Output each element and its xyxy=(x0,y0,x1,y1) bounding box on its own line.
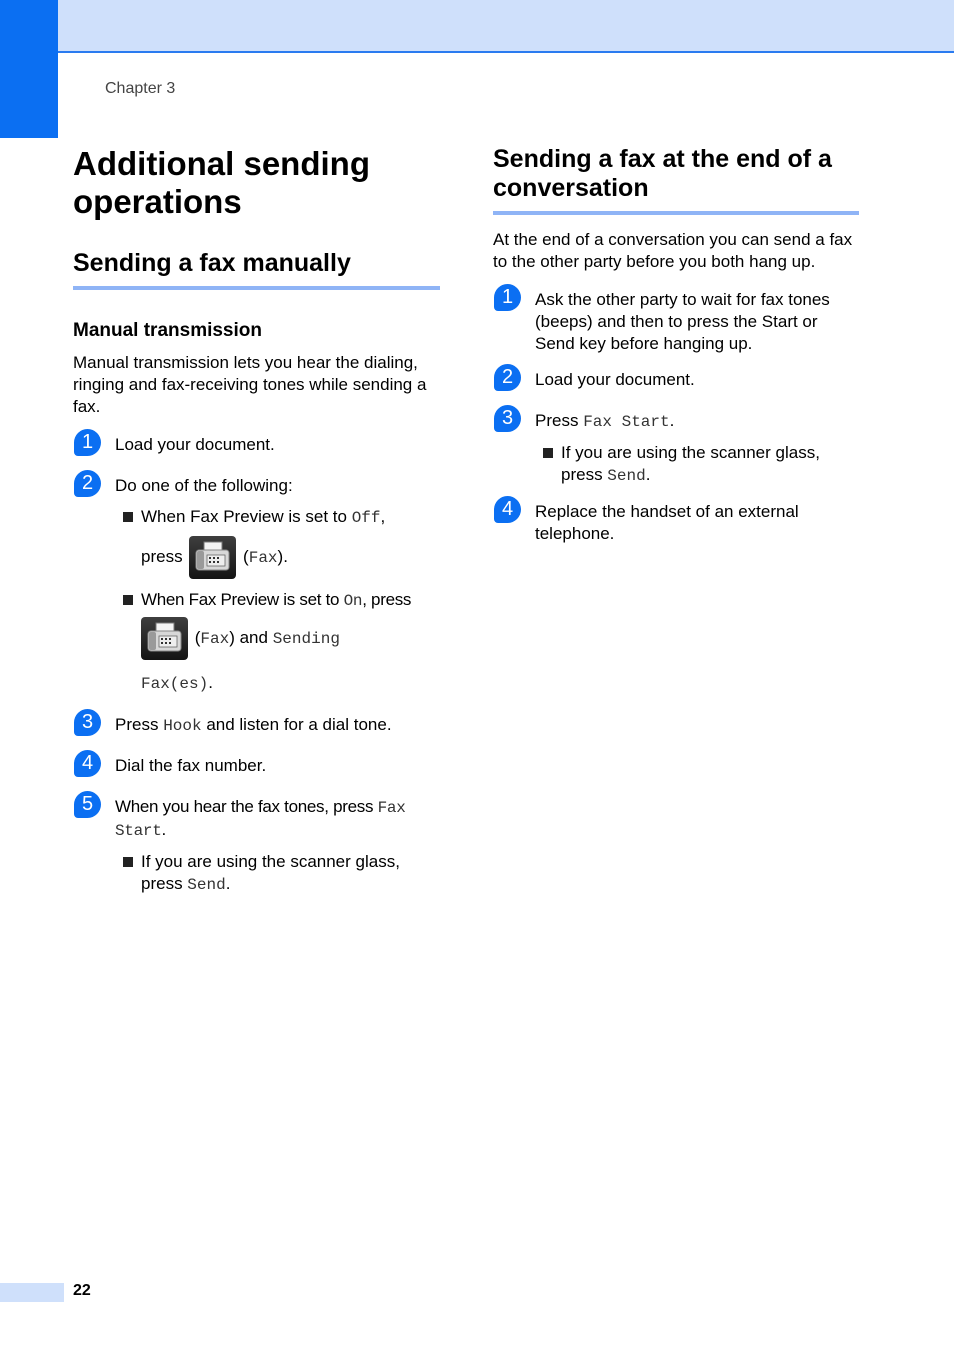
step-number-icon: 4 xyxy=(494,496,521,523)
bullet-scanner-glass: If you are using the scanner glass, press Send. xyxy=(115,851,440,896)
step-1 xyxy=(493,288,859,355)
step-number-icon: 4 xyxy=(74,750,101,777)
step-number-icon: 3 xyxy=(494,405,521,432)
square-bullet-icon xyxy=(543,448,553,458)
square-bullet-icon xyxy=(123,512,133,522)
step-number-icon: 2 xyxy=(74,470,101,497)
step-number-icon: 3 xyxy=(74,709,101,736)
step-text: Replace the handset of an external telephone. xyxy=(535,502,799,543)
step-text: When you hear the fax tones, press Fax Start. xyxy=(115,797,406,840)
page-title: Additional sending operations xyxy=(73,145,370,220)
bullet-fax-preview-off: When Fax Preview is set to Off, press (Fax). xyxy=(115,506,440,580)
step-text: Dial the fax number. xyxy=(115,756,267,775)
chapter-label: Chapter 3 xyxy=(105,80,176,97)
step-2 xyxy=(493,368,859,396)
intro-paragraph: Manual transmission lets you hear the dialing, ringing and fax-receiving tones while sending a fax. xyxy=(73,353,427,416)
step-text: Press Hook and listen for a dial tone. xyxy=(115,715,392,735)
section-title-manual: Sending a fax manually xyxy=(73,249,440,290)
step-4 xyxy=(493,500,859,545)
step-text: Ask the other party to wait for fax tones (beeps) and then to press the Start or Send key before hanging up. xyxy=(535,290,830,353)
page-number: 22 xyxy=(73,1282,91,1299)
step-text: Load your document. xyxy=(535,370,695,389)
fax-machine-icon[interactable] xyxy=(189,536,236,579)
step-3 xyxy=(493,409,859,487)
step-text: Do one of the following: xyxy=(115,476,293,495)
left-column xyxy=(73,145,440,909)
step-text: Press Fax Start. xyxy=(535,411,675,431)
step-4 xyxy=(73,754,440,782)
chapter-tab xyxy=(0,0,58,138)
bullet-scanner-glass: If you are using the scanner glass, press Send. xyxy=(535,442,859,487)
right-column xyxy=(493,145,859,558)
fax-machine-icon[interactable] xyxy=(141,617,188,660)
step-3 xyxy=(73,713,440,741)
step-number-icon: 2 xyxy=(494,364,521,391)
intro-paragraph: At the end of a conversation you can send a fax to the other party before you both hang up. xyxy=(493,230,853,271)
step-number-icon: 1 xyxy=(74,429,101,456)
step-text: Load your document. xyxy=(115,435,275,454)
section-title-end-of-conversation: Sending a fax at the end of a conversation xyxy=(493,145,859,215)
bullet-fax-preview-on: When Fax Preview is set to On, press (Fax) and Sending Fax(es). xyxy=(115,589,440,706)
step-1 xyxy=(73,433,440,461)
page-number-tab xyxy=(0,1283,64,1302)
square-bullet-icon xyxy=(123,857,133,867)
step-number-icon: 5 xyxy=(74,791,101,818)
square-bullet-icon xyxy=(123,595,133,605)
step-2 xyxy=(73,474,440,706)
step-5 xyxy=(73,795,440,896)
header-band xyxy=(0,0,954,53)
step-number-icon: 1 xyxy=(494,284,521,311)
subsection-title: Manual transmission xyxy=(73,320,262,341)
